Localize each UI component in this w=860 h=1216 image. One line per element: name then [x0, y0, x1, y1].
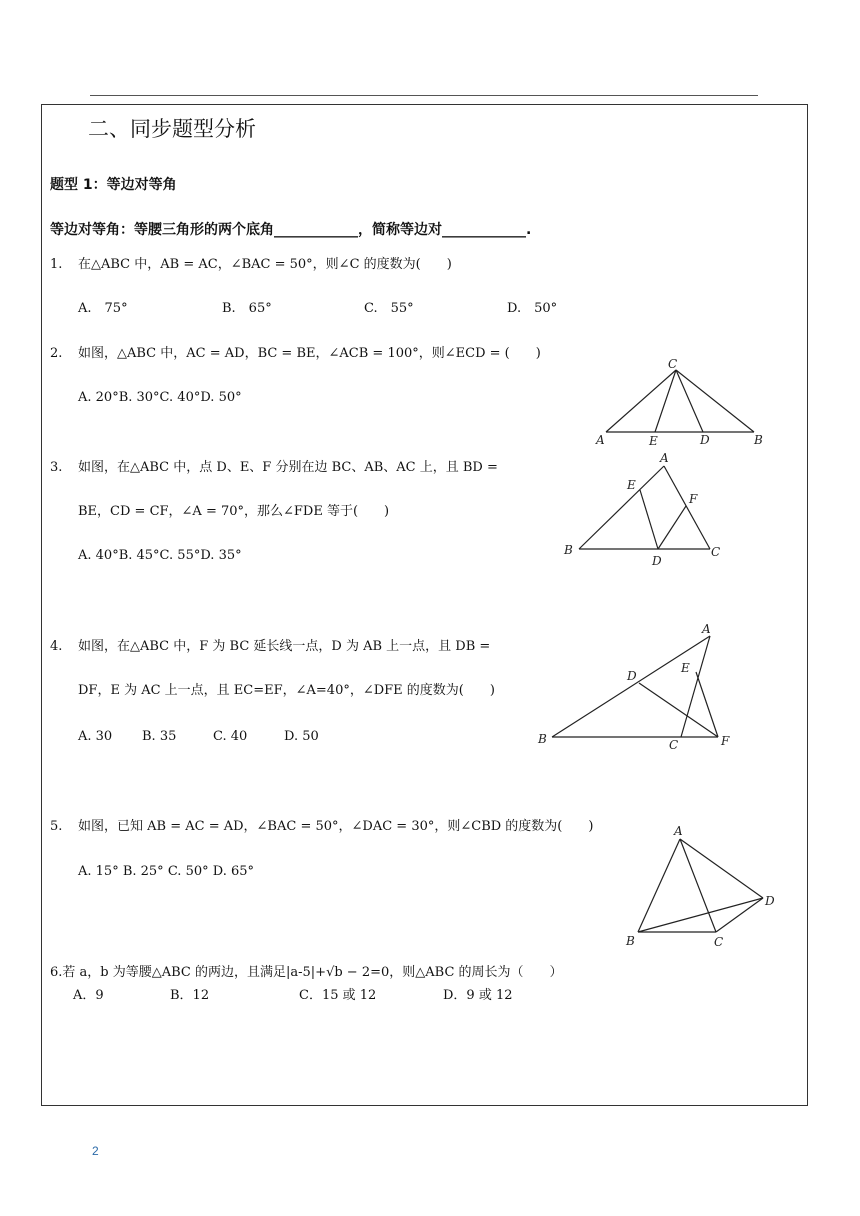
- q5-number: 5.: [50, 819, 63, 834]
- type1-heading: 题型 1：等边对等角: [50, 177, 177, 193]
- q5-figure: [620, 822, 785, 952]
- q5-label-c: C: [714, 935, 724, 949]
- q4-label-f: F: [721, 734, 730, 748]
- q4-label-e: E: [681, 661, 690, 675]
- q1-text: 在△ABC 中，AB = AC，∠BAC = 50°，则∠C 的度数为( ): [78, 257, 452, 272]
- q6-text: 6.若 a，b 为等腰△ABC 的两边，且满足|a-5|+√b − 2=0，则△ABC 的周长为（ ）: [50, 965, 563, 980]
- q1-option-a: A. 75°: [78, 301, 128, 316]
- q4-option-d: D. 50: [284, 729, 319, 744]
- q3-label-a: A: [660, 451, 669, 465]
- q4-option-c: C. 40: [213, 729, 248, 744]
- q6-option-c: C．15 或 12: [299, 988, 377, 1003]
- q3-figure: [560, 448, 730, 572]
- section-title: 二、同步题型分析: [88, 117, 256, 141]
- q3-text-line2: BE，CD = CF，∠A = 70°，那么∠FDE 等于( ): [78, 504, 390, 519]
- q2-text: 如图，△ABC 中，AC = AD，BC = BE，∠ACB = 100°，则∠ECD = ( ): [78, 346, 541, 361]
- definition-line: 等边对等角：等腰三角形的两个底角____________，简称等边对____________.: [50, 222, 532, 238]
- q4-text-line2: DF，E 为 AC 上一点，且 EC=EF，∠A=40°，∠DFE 的度数为( ): [78, 683, 495, 698]
- page-number: 2: [92, 1144, 99, 1158]
- q2-label-b: B: [754, 433, 763, 447]
- q6-option-a: A．9: [73, 988, 104, 1003]
- q4-label-c: C: [669, 738, 679, 752]
- q1-option-c: C. 55°: [364, 301, 414, 316]
- q4-text-line1: 如图，在△ABC 中，F 为 BC 延长线一点，D 为 AB 上一点，且 DB =: [78, 639, 491, 654]
- q5-text: 如图，已知 AB = AC = AD，∠BAC = 50°，∠DAC = 30°，则∠CBD 的度数为( ): [78, 819, 594, 834]
- q5-label-a: A: [674, 824, 683, 838]
- q2-label-c: C: [668, 357, 678, 371]
- q5-label-b: B: [626, 934, 635, 948]
- q3-label-e: E: [627, 478, 636, 492]
- q3-label-c: C: [711, 545, 721, 559]
- q1-number: 1.: [50, 257, 63, 272]
- q6-option-d: D．9 或 12: [443, 988, 513, 1003]
- q2-label-e: E: [649, 434, 658, 448]
- q4-number: 4.: [50, 639, 63, 654]
- q3-label-b: B: [564, 543, 573, 557]
- q2-label-a: A: [596, 433, 605, 447]
- content-frame: [41, 104, 808, 1106]
- q2-number: 2.: [50, 346, 63, 361]
- q2-label-d: D: [700, 433, 710, 447]
- q3-number: 3.: [50, 460, 63, 475]
- q2-options: A. 20°B. 30°C. 40°D. 50°: [78, 390, 242, 405]
- q4-figure: [536, 620, 746, 754]
- q1-option-d: D. 50°: [507, 301, 558, 316]
- q3-text-line1: 如图，在△ABC 中，点 D、E、F 分别在边 BC、AB、AC 上，且 BD =: [78, 460, 498, 475]
- q1-option-b: B. 65°: [222, 301, 272, 316]
- q6-option-b: B．12: [170, 988, 210, 1003]
- q4-label-a: A: [702, 622, 711, 636]
- q3-label-d: D: [652, 554, 662, 568]
- q4-option-b: B. 35: [142, 729, 177, 744]
- header-rule: [90, 95, 758, 96]
- q5-label-d: D: [765, 894, 775, 908]
- q3-label-f: F: [689, 492, 698, 506]
- q4-label-b: B: [538, 732, 547, 746]
- q3-options: A. 40°B. 45°C. 55°D. 35°: [78, 548, 242, 563]
- q5-options: A. 15° B. 25° C. 50° D. 65°: [78, 864, 255, 879]
- q2-figure: [590, 356, 770, 448]
- q4-label-d: D: [627, 669, 637, 683]
- q4-option-a: A. 30: [78, 729, 113, 744]
